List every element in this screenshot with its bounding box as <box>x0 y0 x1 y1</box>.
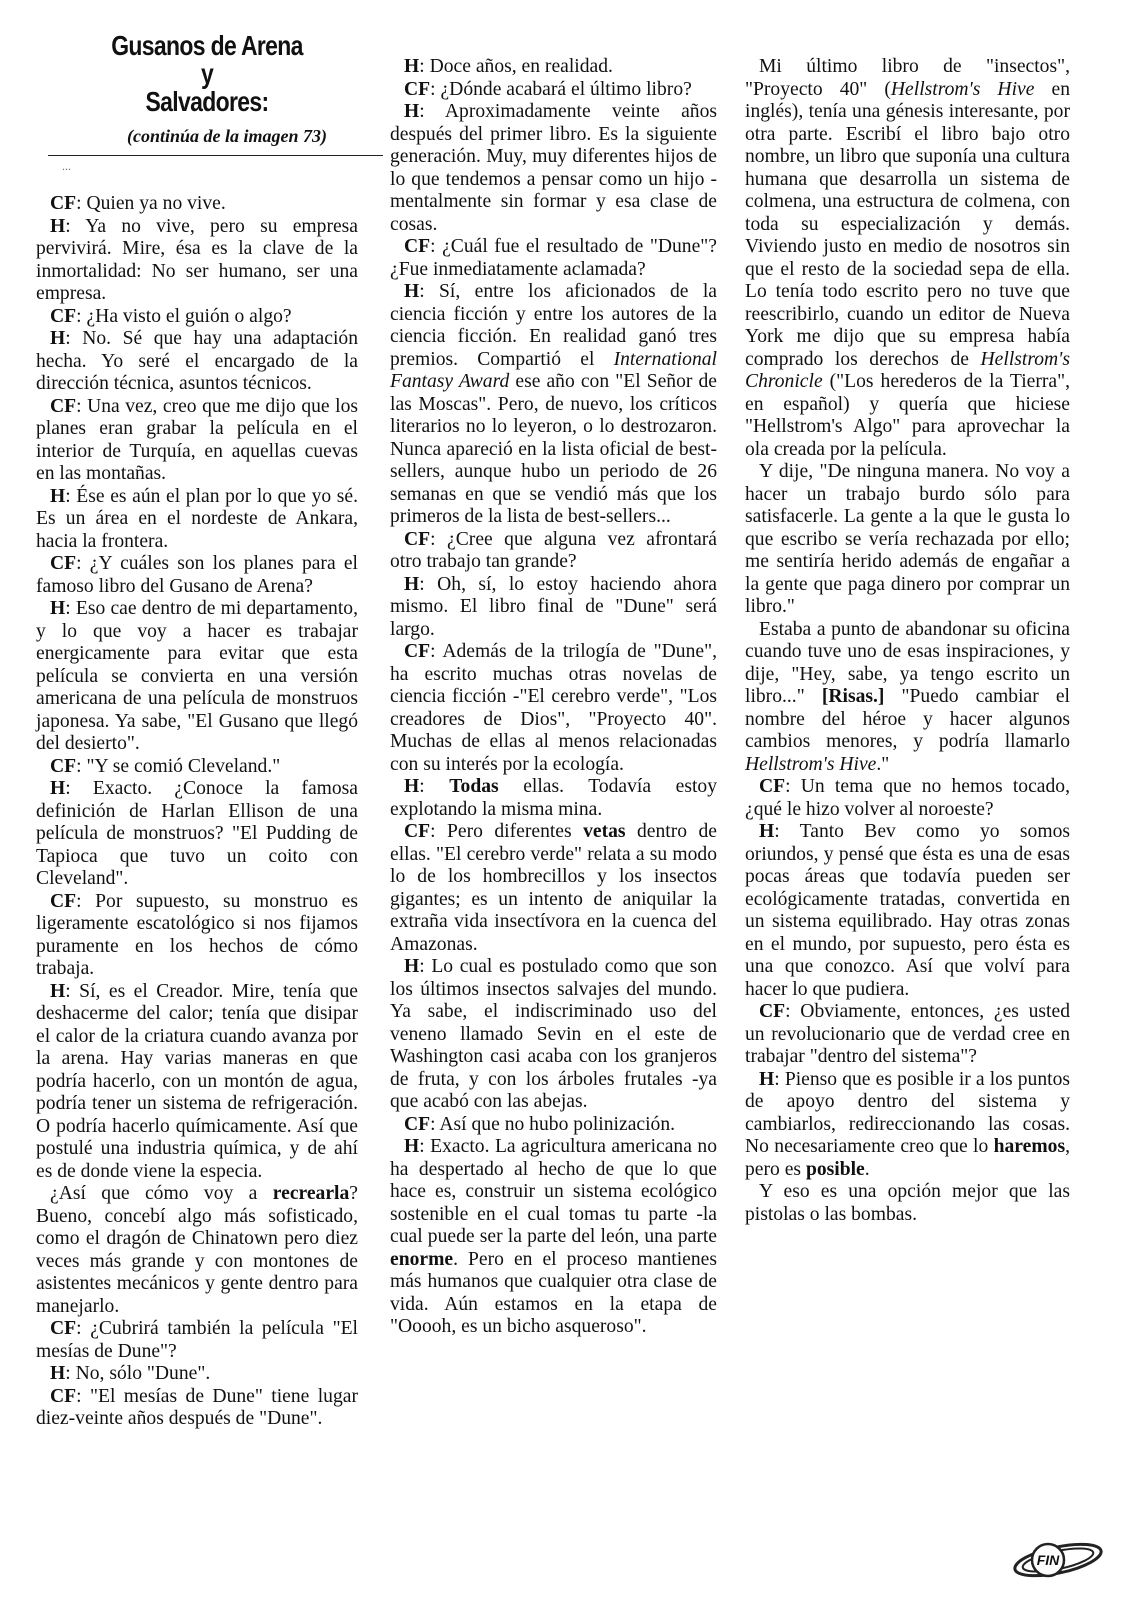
paragraph-text: : Oh, sí, lo estoy haciendo ahora mismo. El libro final de "Dune" será largo. <box>390 573 717 640</box>
speaker-label: CF <box>759 776 786 797</box>
title-line-2: y <box>200 58 214 89</box>
article-title <box>32 32 382 116</box>
article-paragraph <box>390 529 717 574</box>
paragraph-text: : "El mesías de Dune" tiene lugar diez-veinte años después de "Dune". <box>36 1385 358 1429</box>
article-paragraph <box>745 619 1070 777</box>
article-paragraph <box>36 486 358 554</box>
article-paragraph <box>745 1069 1070 1182</box>
article-paragraph <box>36 1386 358 1431</box>
article-paragraph <box>36 396 358 486</box>
article-paragraph <box>36 981 358 1184</box>
paragraph-text: : "Y se comió Cleveland." <box>76 755 281 777</box>
paragraph-text: : Tanto Bev como yo somos oriundos, y pensé que ésta es una de esas pocas áreas que todavía pueden ser ecológicamente tratadas, convertida en un sistema equilibrado. Hay otras zonas en el mundo, por supuesto, pero ésta es una que conozco. Así que volví para hacer lo que pudiera. <box>745 821 1070 1000</box>
paragraph-text: : Además de la trilogía de "Dune", ha escrito muchas otras novelas de ciencia ficción -"El cerebro verde", "Los creadores de Dios", "Proyecto 40". Muchas de ellas al menos relacionadas con su interés por la ecología. <box>390 641 717 775</box>
article-paragraph <box>745 1181 1070 1226</box>
speaker-label: CF <box>404 78 431 100</box>
article-paragraph <box>36 598 358 756</box>
paragraph-text: : Ése es aún el plan por lo que yo sé. Es un área en el nordeste de Ankara, hacia la frontera. <box>36 485 358 552</box>
speaker-label: H <box>404 776 420 797</box>
paragraph-text: : No. Sé que hay una adaptación hecha. Yo seré el encargado de la dirección técnica, asuntos técnicos. <box>36 328 358 394</box>
paragraph-text: , pero es <box>745 1136 1070 1180</box>
paragraph-text: Hellstrom's Hive <box>745 753 877 775</box>
article-paragraph <box>390 821 717 956</box>
speaker-label: H <box>404 1136 420 1157</box>
article-paragraph <box>390 56 717 79</box>
article-paragraph <box>745 776 1070 821</box>
paragraph-text: ? Bueno, concebí algo más sofisticado, como el dragón de Chinatown pero diez veces más grande y con montones de asistentes mecánicos y gente dentro para manejarlo. <box>36 1183 358 1317</box>
speaker-label: CF <box>50 305 77 327</box>
speaker-label: CF <box>404 1113 431 1135</box>
speaker-label: CF <box>50 395 77 417</box>
speaker-label: CF <box>50 193 77 214</box>
paragraph-text: : Pero diferentes <box>430 821 584 842</box>
paragraph-text: : Ya no vive, pero su empresa pervivirá. Mire, ésa es la clave de la inmortalidad: No ser humano, ser una empresa. <box>36 215 358 304</box>
paragraph-text: : Sí, es el Creador. Mire, tenía que deshacerme del calor; tenía que disipar el calor de la criatura cuando avanza por la arena. Hay varias maneras en que podría hacerlo, con un montón de agua, podría tener un sistema de refrigeración. O podría hacerlo químicamente. Así que postulé una industria química, y de ahí es de donde viene la especia. <box>36 980 358 1182</box>
paragraph-text: haremos <box>993 1136 1066 1157</box>
paragraph-text: Todas <box>449 776 499 797</box>
speaker-label: CF <box>50 1318 77 1339</box>
paragraph-text: Mi último libro de "insectos", "Proyecto 40" ( <box>745 56 1070 100</box>
paragraph-text: : ¿Cree que alguna vez afrontará otro trabajo tan grande? <box>390 528 717 572</box>
header-rule <box>48 155 383 156</box>
paragraph-text: : ¿Ha visto el guión o algo? <box>76 305 292 327</box>
paragraph-text: : Exacto. ¿Conoce la famosa definición de Harlan Ellison de una película de monstruos? "El Pudding de Tapioca que tuvo un coito con Cleveland". <box>36 778 358 889</box>
paragraph-text: International Fantasy Award <box>390 348 717 392</box>
paragraph-text: ." <box>876 753 890 775</box>
article-paragraph <box>390 574 717 642</box>
paragraph-text: : Aproximadamente veinte años después del primer libro. Es la siguiente generación. Muy, muy diferentes hijos de lo que tendemos a pensar como un hijo -mentalmente sin formar y esa clase de cosas. <box>390 101 717 235</box>
paragraph-text: : Un tema que no hemos tocado, ¿qué le hizo volver al noroeste? <box>745 776 1070 820</box>
paragraph-text: : No, sólo "Dune". <box>65 1363 211 1384</box>
article-paragraph <box>390 236 717 281</box>
paragraph-text: : <box>419 776 450 797</box>
paragraph-text: : ¿Cubrirá también la película "El mesías de Dune"? <box>36 1318 358 1362</box>
paragraph-text: ¿Así que cómo voy a <box>50 1183 273 1204</box>
article-paragraph <box>390 101 717 236</box>
article-header <box>42 32 382 147</box>
article-paragraph <box>390 1136 717 1339</box>
paragraph-text: . Pero en el proceso mantienes más humanos que cualquier otra clase de vida. Aún estamos en la etapa de "Ooooh, es un bicho asqueroso". <box>390 1248 717 1337</box>
article-paragraph <box>36 216 358 306</box>
paragraph-text: [Risas.] <box>821 686 885 707</box>
article-paragraph <box>390 776 717 821</box>
article-paragraph <box>36 756 358 779</box>
paragraph-text: : Sí, entre los aficionados de la ciencia ficción y entre los autores de la ciencia ficción. En realidad ganó tres premios. Compartió el <box>390 281 717 370</box>
speaker-label: CF <box>404 528 431 550</box>
article-paragraph <box>390 79 717 102</box>
paragraph-text: : Una vez, creo que me dijo que los planes eran grabar la película en el interior de Turquía, en aquellas cuevas en las montañas. <box>36 395 358 484</box>
paragraph-text: : Doce años, en realidad. <box>419 56 613 77</box>
paragraph-text: ("Los herederos de la Tierra", en español) y quería que hiciese "Hellstrom's Algo" para aprovechar la ola creada por la película. <box>745 371 1070 460</box>
paragraph-text: Hellstrom's Chronicle <box>745 348 1070 392</box>
speaker-label: H <box>50 1363 66 1384</box>
fin-logo <box>1010 1532 1106 1588</box>
speaker-label: H <box>404 101 420 122</box>
paragraph-text: Hellstrom's Hive <box>890 78 1035 100</box>
article-paragraph <box>745 1001 1070 1069</box>
article-paragraph <box>36 193 358 216</box>
speaker-label: CF <box>404 236 431 257</box>
paragraph-text: . <box>864 1158 870 1180</box>
speaker-label: CF <box>404 641 431 662</box>
article-paragraph <box>36 553 358 598</box>
speaker-label: CF <box>50 1385 77 1407</box>
article-paragraph <box>745 821 1070 1001</box>
fin-logo-text: FIN <box>1036 1552 1060 1568</box>
speaker-label: H <box>759 821 775 842</box>
speaker-label: H <box>50 980 66 1002</box>
title-line-1: Gusanos de Arena <box>111 30 303 61</box>
speaker-label: CF <box>759 1001 786 1022</box>
text-column-1 <box>36 193 358 1431</box>
paragraph-text: : ¿Cuál fue el resultado de "Dune"? ¿Fue inmediatamente aclamada? <box>390 236 717 280</box>
paragraph-text: ese año con "El Señor de las Moscas". Pero, de nuevo, los críticos literarios no lo leyeron, o lo destrozaron. Nunca apareció en la lista oficial de best-sellers, aunque hubo un periodo de 26 semanas en que se vendió más que los primeros de la lista de best-sellers... <box>390 371 718 527</box>
paragraph-text: recrearla <box>272 1183 350 1204</box>
text-column-2 <box>390 56 717 1339</box>
paragraph-text: : ¿Y cuáles son los planes para el famoso libro del Gusano de Arena? <box>36 553 358 597</box>
speaker-label: CF <box>50 755 77 777</box>
article-paragraph <box>36 1183 358 1318</box>
speaker-label: H <box>50 328 66 349</box>
article-paragraph <box>36 1318 358 1363</box>
ellipsis-marker: ... <box>62 159 71 173</box>
article-paragraph <box>390 281 717 529</box>
paragraph-text: Y dije, "De ninguna manera. No voy a hacer un trabajo burdo sólo para satisfacerle. La gente a la que le gusta lo que escribo se vería rechazada por ello; me sentiría herido además de engañar a la gente que paga dinero por comprar un libro." <box>745 461 1070 617</box>
paragraph-text: : Pienso que es posible ir a los puntos de apoyo dentro del sistema y cambiarlos, redireccionando las cosas. No necesariamente creo que lo <box>745 1068 1070 1157</box>
speaker-label: H <box>50 598 66 619</box>
paragraph-text: : Exacto. La agricultura americana no ha despertado al hecho de que lo que hace es, construir un sistema ecológico sostenible en el cual tomas tu parte -la cual puede ser la parte del león, una parte <box>390 1136 717 1247</box>
paragraph-text: Y eso es una opción mejor que las pistolas o las bombas. <box>745 1181 1070 1225</box>
speaker-label: CF <box>404 821 431 842</box>
paragraph-text: : ¿Dónde acabará el último libro? <box>430 78 692 100</box>
article-paragraph <box>36 328 358 396</box>
paragraph-text: "Puedo cambiar el nombre del héroe y hacer algunos cambios menores, y podría llamarlo <box>745 686 1070 752</box>
speaker-label: H <box>404 956 420 977</box>
paragraph-text: : Por supuesto, su monstruo es ligeramente escatológico si nos fijamos puramente en los hechos de cómo trabaja. <box>36 890 358 979</box>
paragraph-text: enorme <box>390 1248 454 1270</box>
article-paragraph <box>36 306 358 329</box>
paragraph-text: : Quien ya no vive. <box>76 193 226 214</box>
article-paragraph <box>36 891 358 981</box>
paragraph-text: : Así que no hubo polinización. <box>430 1113 676 1135</box>
speaker-label: H <box>50 485 66 507</box>
speaker-label: H <box>759 1068 775 1090</box>
speaker-label: CF <box>50 553 77 574</box>
article-paragraph <box>390 956 717 1114</box>
text-column-3 <box>745 56 1070 1226</box>
paragraph-text: Estaba a punto de abandonar su oficina cuando tuve uno de esas inspiraciones, y dije, "Hey, sabe, ya tengo escrito un libro..." <box>745 618 1070 707</box>
article-paragraph <box>36 1363 358 1386</box>
paragraph-text: en inglés), tenía una génesis interesante, por otra parte. Escribí el libro bajo otro nombre, un libro que suponía una cultura humana que desarrolla un sistema de colmena, una estructura de colmena, con toda su especialización y demás. Viviendo justo en medio de nosotros sin que el resto de la sociedad sepa de ella. Lo tenía todo escrito pero no tuve que reescribirlo, cuando un editor de Nueva York me dijo que su empresa había comprado los derechos de <box>745 78 1070 370</box>
paragraph-text: vetas <box>583 821 626 842</box>
speaker-label: H <box>404 573 420 595</box>
speaker-label: H <box>404 281 420 302</box>
article-subtitle: (continúa de la imagen 73) <box>126 126 327 146</box>
paragraph-text: ellas. Todavía estoy explotando la misma mina. <box>390 776 717 820</box>
paragraph-text: dentro de ellas. "El cerebro verde" relata a su modo lo de los hombrecillos y los insectos gigantes; es un intento de aniquilar la extraña vida insectívora en la cuenca del Amazonas. <box>390 821 717 955</box>
article-paragraph <box>36 778 358 891</box>
speaker-label: H <box>404 56 420 77</box>
title-line-3: Salvadores: <box>145 86 269 117</box>
speaker-label: H <box>50 215 66 237</box>
speaker-label: CF <box>50 890 77 912</box>
paragraph-text: : Lo cual es postulado como que son los últimos insectos salvajes del mundo. Ya sabe, el indiscriminado uso del veneno llamado Sevin en el este de Washington casi acaba con los granjeros de fruta, y con los árboles frutales -ya que acabó con las abejas. <box>390 956 717 1112</box>
paragraph-text: posible <box>805 1158 865 1180</box>
article-paragraph <box>745 461 1070 619</box>
article-paragraph <box>390 1114 717 1137</box>
article-paragraph <box>390 641 717 776</box>
article-paragraph <box>745 56 1070 461</box>
paragraph-text: : Obviamente, entonces, ¿es usted un revolucionario que de verdad cree en trabajar "dentro del sistema"? <box>745 1001 1070 1067</box>
paragraph-text: : Eso cae dentro de mi departamento, y lo que voy a hacer es trabajar energicamente para evitar que esta película se convierta en una versión americana de una película de monstruos japonesa. Ya sabe, "El Gusano que llegó del desierto". <box>36 598 358 754</box>
speaker-label: H <box>50 778 66 799</box>
